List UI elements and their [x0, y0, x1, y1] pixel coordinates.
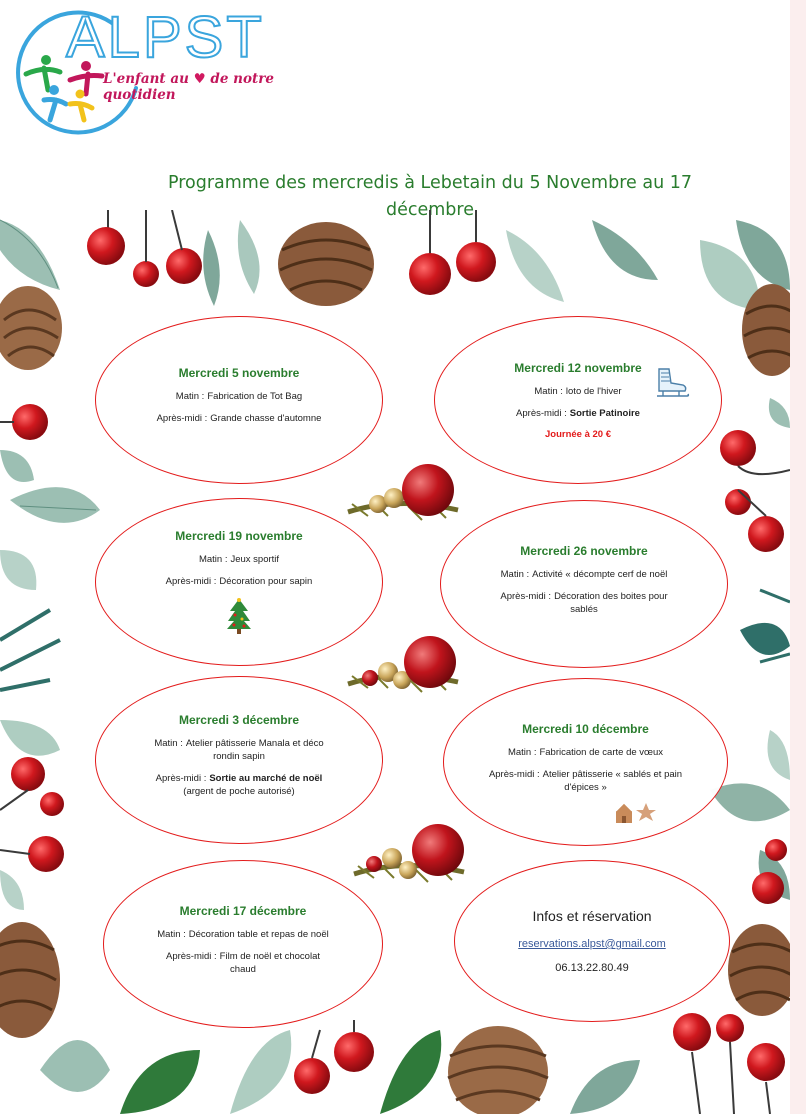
tagline-start: L'enfant au — [103, 71, 189, 87]
afternoon-text: Sortie au marché de noël — [209, 773, 323, 784]
morning-text: Décoration table et repas de noël — [188, 928, 329, 940]
page-title: Programme des mercredis à Lebetain du 5 Novembre au 17 décembre — [167, 173, 693, 220]
ornament-cluster-icon — [354, 824, 464, 882]
afternoon-text: Grande chasse d'automne — [210, 413, 322, 424]
pinecone-icon — [0, 286, 62, 370]
heart-icon: ♥ — [193, 71, 206, 87]
afternoon-activity — [166, 575, 313, 588]
afternoon-activity — [499, 590, 669, 616]
day-title: Mercredi 19 novembre — [175, 529, 303, 543]
christmas-tree-icon — [226, 597, 252, 635]
ornament-cluster-icon — [348, 464, 458, 520]
afternoon-text: Atelier pâtisserie « sablés et pain d'épices » — [542, 768, 683, 793]
leaf-icon — [506, 220, 790, 310]
info-title: Infos et réservation — [532, 908, 652, 924]
afternoon-label: Après-midi : — [165, 950, 217, 962]
morning-label: Matin : — [154, 738, 183, 749]
day-title: Mercredi 26 novembre — [520, 543, 648, 558]
day-title: Mercredi 3 décembre — [178, 713, 300, 727]
pinecone-icon — [0, 922, 60, 1038]
berry-icon — [0, 757, 64, 872]
afternoon-activity — [516, 407, 640, 420]
afternoon-label: Après-midi : — [500, 590, 552, 602]
afternoon-activity — [486, 768, 686, 794]
morning-activity — [149, 737, 329, 763]
leaf-icon — [203, 220, 259, 306]
pinecone-icon — [278, 222, 374, 306]
day-card — [95, 676, 383, 844]
morning-text: Atelier pâtisserie Manala et déco rondin sapin — [185, 738, 324, 762]
afternoon-label: Après-midi : — [488, 768, 540, 780]
morning-activity — [153, 928, 333, 941]
day-card — [434, 316, 722, 484]
logo-tagline — [103, 71, 338, 103]
afternoon-label: Après-midi : — [516, 407, 567, 419]
afternoon-activity — [153, 950, 333, 976]
afternoon-label: Après-midi : — [156, 413, 208, 424]
morning-text: Jeux sportif — [230, 554, 280, 565]
skate-icon — [653, 363, 691, 401]
morning-label: Matin : — [534, 385, 563, 397]
berry-icon — [409, 210, 496, 295]
price-note: Journée à 20 € — [544, 428, 611, 440]
day-title: Mercredi 5 novembre — [178, 366, 300, 380]
day-card — [95, 498, 383, 666]
pinecone-icon — [728, 924, 790, 1016]
leaf-icon — [0, 220, 60, 290]
morning-activity — [199, 553, 279, 566]
page-edge-strip — [790, 0, 806, 1114]
day-card — [103, 860, 383, 1028]
morning-label: Matin : — [157, 928, 186, 940]
leaf-icon — [0, 870, 24, 910]
afternoon-label: Après-midi : — [165, 576, 217, 587]
afternoon-activity — [157, 412, 322, 425]
afternoon-text: Décoration pour sapin — [219, 576, 313, 587]
leaf-icon — [769, 398, 790, 428]
leaf-icon — [0, 450, 100, 756]
tagline-end: de notre quotidien — [103, 71, 274, 103]
berry-icon — [720, 430, 790, 552]
berry-icon — [294, 1020, 374, 1094]
morning-label: Matin : — [175, 391, 205, 402]
day-title: Mercredi 12 novembre — [514, 360, 642, 375]
morning-label: Matin : — [500, 568, 530, 580]
morning-activity — [534, 385, 621, 398]
logo-wordmark: ALPST — [66, 5, 265, 70]
berry-icon — [0, 404, 48, 440]
afternoon-label: Après-midi : — [155, 773, 207, 784]
morning-activity — [499, 568, 669, 581]
afternoon-text: Décoration des boites pour sablés — [554, 590, 668, 615]
afternoon-text: Sortie Patinoire — [569, 407, 640, 419]
day-title: Mercredi 17 décembre — [179, 903, 307, 918]
leaf-icon — [570, 1060, 640, 1114]
ornament-cluster-icon — [348, 636, 458, 692]
day-card — [440, 500, 728, 668]
morning-activity — [508, 746, 663, 759]
alpst-logo — [8, 5, 338, 148]
morning-label: Matin : — [198, 554, 228, 565]
afternoon-activity — [144, 772, 334, 798]
morning-text: loto de l'hiver — [565, 385, 622, 397]
morning-activity — [176, 390, 302, 403]
phone-number: 06.13.22.80.49 — [555, 962, 629, 974]
day-card — [95, 316, 383, 484]
afternoon-text: Film de noël et chocolat chaud — [219, 950, 321, 975]
morning-text: Activité « décompte cerf de noël — [532, 568, 668, 580]
berry-icon — [87, 210, 202, 287]
pinecone-icon — [448, 1026, 548, 1114]
morning-text: Fabrication de Tot Bag — [207, 391, 303, 402]
info-card — [454, 860, 730, 1022]
leaf-icon — [380, 1030, 441, 1114]
morning-label: Matin : — [507, 746, 537, 758]
morning-text: Fabrication de carte de vœux — [539, 746, 664, 758]
afternoon-note: (argent de poche autorisé) — [183, 786, 295, 797]
berry-icon — [673, 1013, 785, 1114]
gingerbread-icon — [612, 799, 658, 825]
leaf-icon — [40, 1030, 291, 1114]
day-card — [443, 678, 728, 846]
day-title: Mercredi 10 décembre — [522, 721, 649, 736]
email-link[interactable]: reservations.alpst@gmail.com — [518, 938, 666, 950]
